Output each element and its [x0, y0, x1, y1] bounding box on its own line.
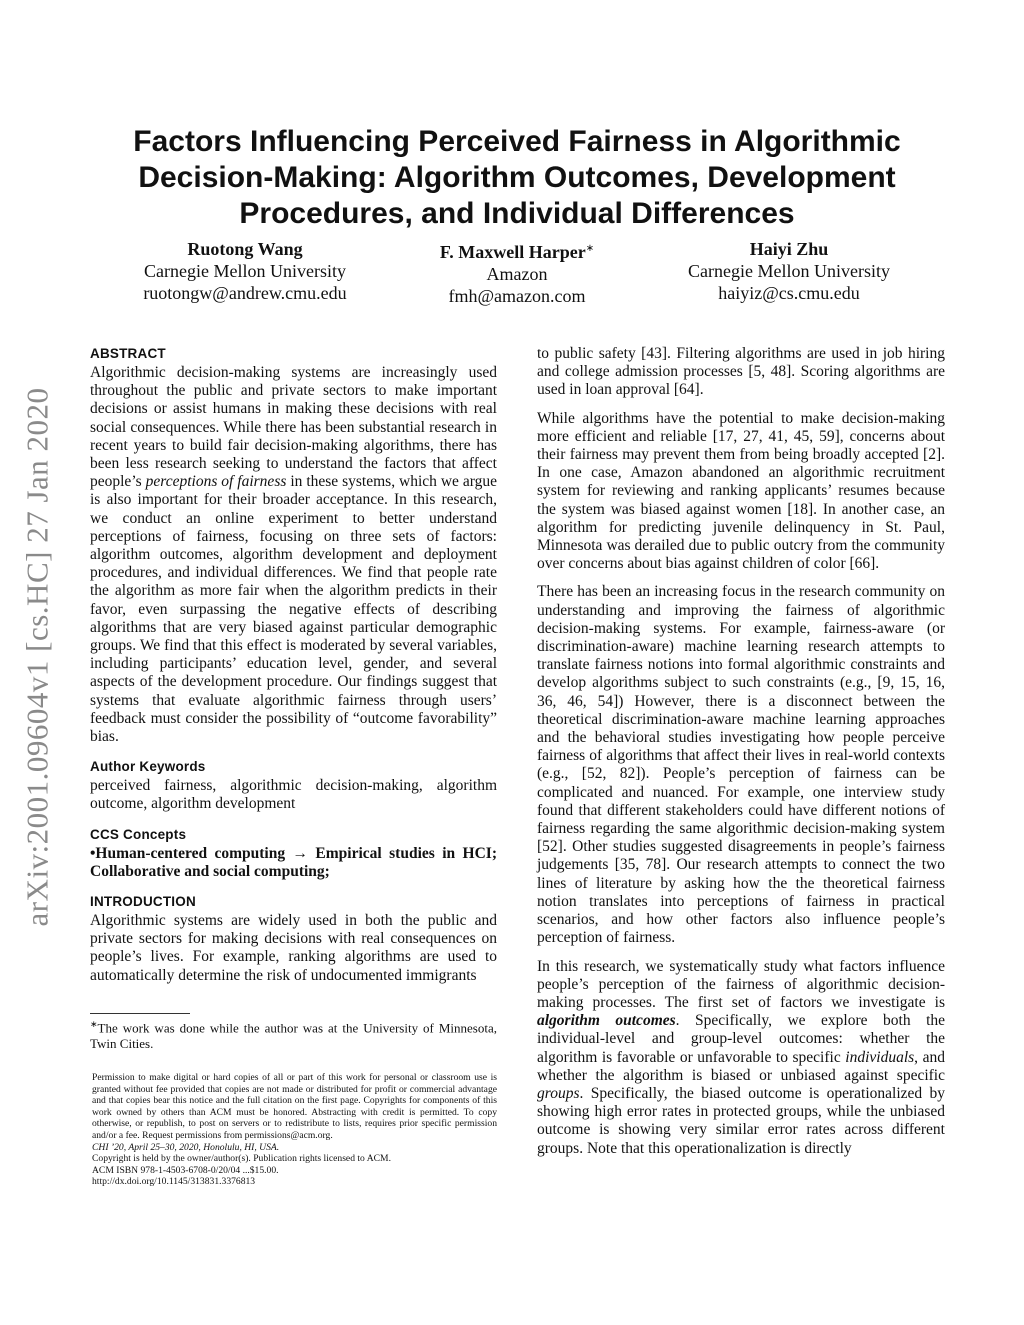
keywords-section: [90, 758, 497, 813]
footnote-marker: ∗: [585, 243, 595, 254]
keywords-text: perceived fairness, algorithmic decision-making, algorithm outcome, algorithm development: [90, 777, 497, 813]
author-2: [372, 238, 662, 307]
section-heading: INTRODUCTION: [90, 894, 196, 910]
author-name: Haiyi Zhu: [749, 239, 829, 259]
isbn-line: ACM ISBN 978-1-4503-6708-0/20/04 ...$15.00.: [92, 1164, 279, 1176]
ccs-text: •Human-centered computing → Empirical studies in HCI; Collaborative and social computing;: [90, 844, 497, 880]
section-heading: ABSTRACT: [90, 346, 166, 361]
permission-block: [92, 1072, 497, 1188]
introduction-paragraph: There has been an increasing focus in the research community on understanding and improving the fairness of algorithmic decision-making systems. For example, fairness-aware (or discrimination-aware) machine learning research attempts to translate fairness notions into formal algorithmic constraints and develop algorithms subject to such constraints (e.g., [9, 15, 16, 36, 46, 54]) However, there is a disconnect between the theoretical discrimination-aware machine learning approaches and the behavioral studies investigating how people perceive fairness of algorithms that affect their lives in real-world contexts (e.g., [52, 82]). People’s perception of fairness can be complicated and nuanced. For example, one interview study found that different stakeholders could have different notions of fairness regarding the same algorithmic decision-making system [52]. Other studies suggested disagreements in people’s fairness judgements [35, 78]. Our research attempts to connect the two lines of literature by asking how the the theoretical fairness notion translates into perceptions of fairness in practical scenarios, and how other factors also influence people’s perception of fairness.: [537, 583, 945, 947]
conference-venue: CHI ’20, April 25–30, 2020, Honolulu, HI, USA.: [92, 1141, 280, 1153]
author-name: Ruotong Wang: [187, 239, 303, 259]
ccs-section: [90, 826, 497, 881]
author-1: [100, 238, 390, 304]
section-heading: Author Keywords: [90, 759, 206, 775]
author-email[interactable]: ruotongw@andrew.cmu.edu: [143, 283, 347, 303]
introduction-paragraph: While algorithms have the potential to make decision-making more efficient and reliable [17, 27, 41, 45, 59], concerns about their fairness may prevent them from being broadly accepted [2]. In one case, Amazon abandoned an algorithmic recruitment system for reviewing and ranking applicants’ resumes because the system was biased against women [18]. In another case, an algorithm for predicting juvenile delinquency in St. Paul, Minnesota was derailed due to public outcry from the community over concerns about bias against children of color [66].: [537, 409, 945, 573]
footnote-marker: ∗: [90, 1019, 98, 1029]
author-affiliation: Amazon: [486, 264, 548, 284]
abstract-text: Algorithmic decision-making systems are increasingly used throughout the public and private sectors to make important decisions or assist humans in making these decisions with real social consequences. While there has been substantial research in recent years to build fair decision-making algorithms, there has been less research seeking to understand the factors that affect people’s perceptions of fairness in these systems, which we argue is also important for their broader acceptance. In this research, we conduct an online experiment to better understand perceptions of fairness, focusing on three sets of factors: algorithm outcomes, algorithm development and deployment procedures, and individual differences. We find that people rate the algorithm as more fair when the algorithm predicts in their favor, even surpassing the negative effects of describing algorithms that are very biased against particular demographic groups. We find that this effect is moderated by several variables, including participants’ education level, gender, and several aspects of the development procedure. Our findings suggest that systems that evaluate algorithmic fairness through users’ feedback must consider the possibility of “outcome favorability” bias.: [90, 364, 498, 746]
footnote-text: The work was done while the author was at the University of Minnesota, Twin Cities.: [90, 1020, 497, 1052]
permission-notice: Permission to make digital or hard copies of all or part of this work for personal or classroom use is granted without fee provided that copies are not made or distributed for profit or commercial advantage and that copies bear this notice and the full citation on the first page. Copyrights for components of this work owned by others than ACM must be honored. Abstracting with credit is permitted. To copy otherwise, or republish, to post on servers or to redistribute to lists, requires prior specific permission and/or a fee. Request permissions from permissions@acm.org.: [92, 1072, 497, 1141]
author-affiliation: Carnegie Mellon University: [144, 261, 346, 281]
doi-link[interactable]: http://dx.doi.org/10.1145/313831.3376813: [92, 1176, 256, 1188]
abstract-section: [90, 345, 497, 746]
arxiv-identifier[interactable]: arXiv:2001.09604v1 [cs.HC] 27 Jan 2020: [20, 387, 55, 927]
arxiv-sidebar: [2, 362, 74, 952]
introduction-section: [90, 893, 497, 985]
left-column: [90, 345, 497, 997]
section-heading: CCS Concepts: [90, 826, 187, 842]
paper-title: Factors Influencing Perceived Fairness in Algorithmic Decision-Making: Algorithm Outcomes, Development Procedures, and Individual Differences: [133, 125, 901, 230]
footnote: [90, 1016, 497, 1052]
introduction-paragraph: In this research, we systematically study what factors influence people’s perception of the fairness of algorithmic decision-making processes. The first set of factors we investigate is algorithm outcomes. Specifically, we explore both the individual-level and group-level outcomes: whether the algorithm is favorable or unfavorable to specific individuals, and whether the algorithm is biased or unbiased against specific groups. Specifically, the biased outcome is operationalized by showing high error rates in protected groups, while the unbiased outcome is showing very similar error rates across different groups. Note that this operationalization is directly: [537, 957, 946, 1157]
author-name-text: F. Maxwell Harper: [439, 242, 586, 262]
author-email[interactable]: fmh@amazon.com: [448, 286, 586, 306]
author-affiliation: Carnegie Mellon University: [688, 261, 890, 281]
author-name: [372, 238, 662, 263]
author-3: [644, 238, 934, 304]
introduction-paragraph: Algorithmic systems are widely used in both the public and private sectors for making decisions with real consequences on people’s lives. For example, ranking algorithms are used to automatically determine the risk of undocumented immigrants: [90, 912, 497, 984]
introduction-paragraph: to public safety [43]. Filtering algorithms are used in job hiring and college admission processes [5, 48]. Scoring algorithms are used in loan approval [64].: [537, 345, 945, 399]
author-block: [100, 238, 934, 310]
right-column: [537, 345, 945, 1168]
copyright-line: Copyright is held by the owner/author(s). Publication rights licensed to ACM.: [92, 1153, 391, 1165]
author-email[interactable]: haiyiz@cs.cmu.edu: [718, 283, 860, 303]
footnote-rule: [90, 1013, 190, 1014]
